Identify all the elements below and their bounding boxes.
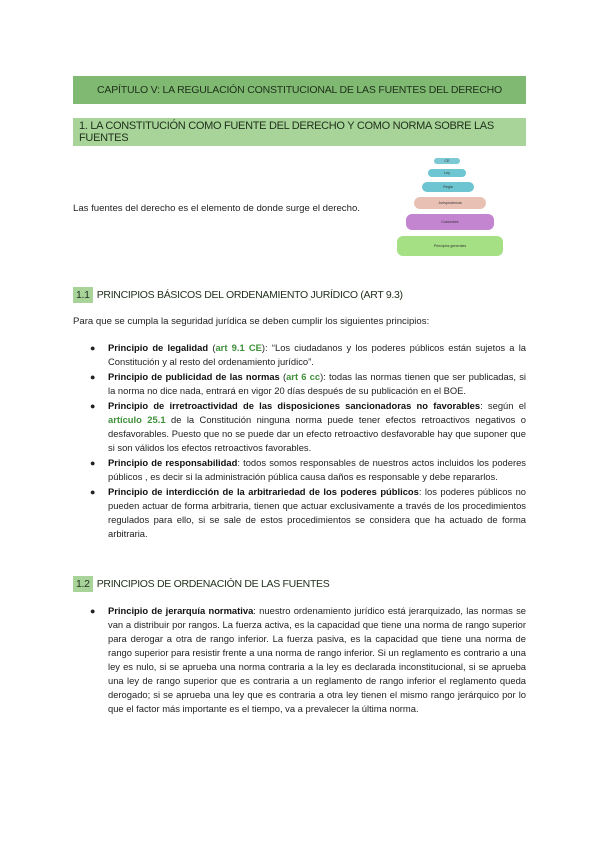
subsection-number: 1.1 <box>73 287 93 303</box>
principle-text: ): todas las normas tienen que ser publicadas, si la norma no dice nada, entrará en vigor 20 días después de su publicación en el BOE. <box>108 371 526 396</box>
principle-text: ): “Los ciudadanos y los poderes públicos están sujetos a la Constitución y al resto del ordenamiento jurídico”. <box>108 342 527 367</box>
pyramid-level-principios: Principios generales <box>397 236 503 256</box>
article-reference: art 6 cc <box>286 371 321 382</box>
principle-name: Principio de irretroactividad de las disposiciones sancionadoras no favorables <box>108 400 481 411</box>
bullet-icon: ● <box>90 458 96 468</box>
pyramid-level-jurisprudencia: Jurisprudencia <box>414 197 486 209</box>
intro-paragraph: Las fuentes del derecho es el elemento de donde surge el derecho. <box>73 203 360 214</box>
pyramid-level-ce: CE <box>434 158 460 164</box>
principles-list <box>73 341 526 542</box>
principle-text: : todos somos responsables de nuestros actos incluidos los poderes públicos , es decir si la administración pública causa daños es responsable y debe repararlos. <box>108 457 526 482</box>
pyramid-level-ley: Ley <box>428 169 466 177</box>
article-reference: art 9.1 CE <box>215 342 262 353</box>
lead-paragraph: Para que se cumpla la seguridad jurídica se deben cumplir los siguientes principios: <box>73 316 430 327</box>
principle-name: Principio de jerarquía normativa <box>108 605 254 616</box>
ordering-principles-list <box>73 604 526 717</box>
subsection-heading-1-2 <box>73 576 329 592</box>
list-item <box>73 370 526 398</box>
list-item <box>73 456 526 484</box>
subsection-title: PRINCIPIOS DE ORDENACIÓN DE LAS FUENTES <box>96 578 330 590</box>
bullet-icon: ● <box>90 372 96 382</box>
principle-text: : según el <box>480 400 527 411</box>
list-item <box>73 399 526 455</box>
principle-text: ( <box>279 371 287 382</box>
sources-pyramid-diagram <box>395 152 505 262</box>
bullet-icon: ● <box>90 401 96 411</box>
bullet-icon: ● <box>90 343 96 353</box>
principle-text: de la Constitución ninguna norma puede tener efectos retroactivos negativos o desfavorables. Puesto que no se puede dar un efecto retroactivo desfavorable hay que suponer que si son válidos los efectos retroactivos favorables. <box>108 414 526 453</box>
pyramid-level-regla: Regla <box>422 182 474 192</box>
bullet-icon: ● <box>90 606 96 616</box>
principle-text: : nuestro ordenamiento jurídico está jerarquizado, las normas se van a distribuir por rangos. La fuerza activa, es la capacidad que tiene una norma de rango superior para derogar a otra de rango inferior. La fuerza pasiva, es la capacidad que tiene una norma de rango superior para resistir frente a una norma de rango inferior. Si un reglamento es contrario a una ley es nulo, si se aprueba una norma contraria a la ley es declarada inconstitucional, si se aprueba una ley de rango superior que es contraria a un reglamento de rango inferior el reglamento queda derogado; si se aprueba una ley que es contraria a otra ley tienen el mismo rango jerárquico por lo que el factor más importante es el tiempo, va a prevalecer la última norma. <box>108 605 526 714</box>
list-item <box>73 341 526 369</box>
principle-name: Principio de publicidad de las normas <box>108 371 280 382</box>
article-reference: artículo 25.1 <box>108 414 166 425</box>
pyramid-level-costumbre: Costumbre <box>406 214 494 230</box>
list-item <box>73 604 526 716</box>
chapter-title: CAPÍTULO V: LA REGULACIÓN CONSTITUCIONAL DE LAS FUENTES DEL DERECHO <box>73 76 526 104</box>
list-item <box>73 485 526 541</box>
bullet-icon: ● <box>90 487 96 497</box>
principle-text: : los poderes públicos no pueden actuar de forma arbitraria, tienen que actuar exclusivamente a través de los procedimientos regulados para ello, si se sale de estos procedimientos se considera que ha actuado de forma arbitraria. <box>108 486 526 539</box>
principle-name: Principio de legalidad <box>108 342 209 353</box>
section-title: 1. LA CONSTITUCIÓN COMO FUENTE DEL DERECHO Y COMO NORMA SOBRE LAS FUENTES <box>73 118 526 146</box>
subsection-heading-1-1 <box>73 287 403 303</box>
principle-name: Principio de interdicción de la arbitrariedad de los poderes públicos <box>108 486 419 497</box>
subsection-number: 1.2 <box>73 576 93 592</box>
principle-name: Principio de responsabilidad <box>108 457 238 468</box>
subsection-title: PRINCIPIOS BÁSICOS DEL ORDENAMIENTO JURÍDICO (ART 9.3) <box>96 289 403 301</box>
principle-text: ( <box>208 342 216 353</box>
